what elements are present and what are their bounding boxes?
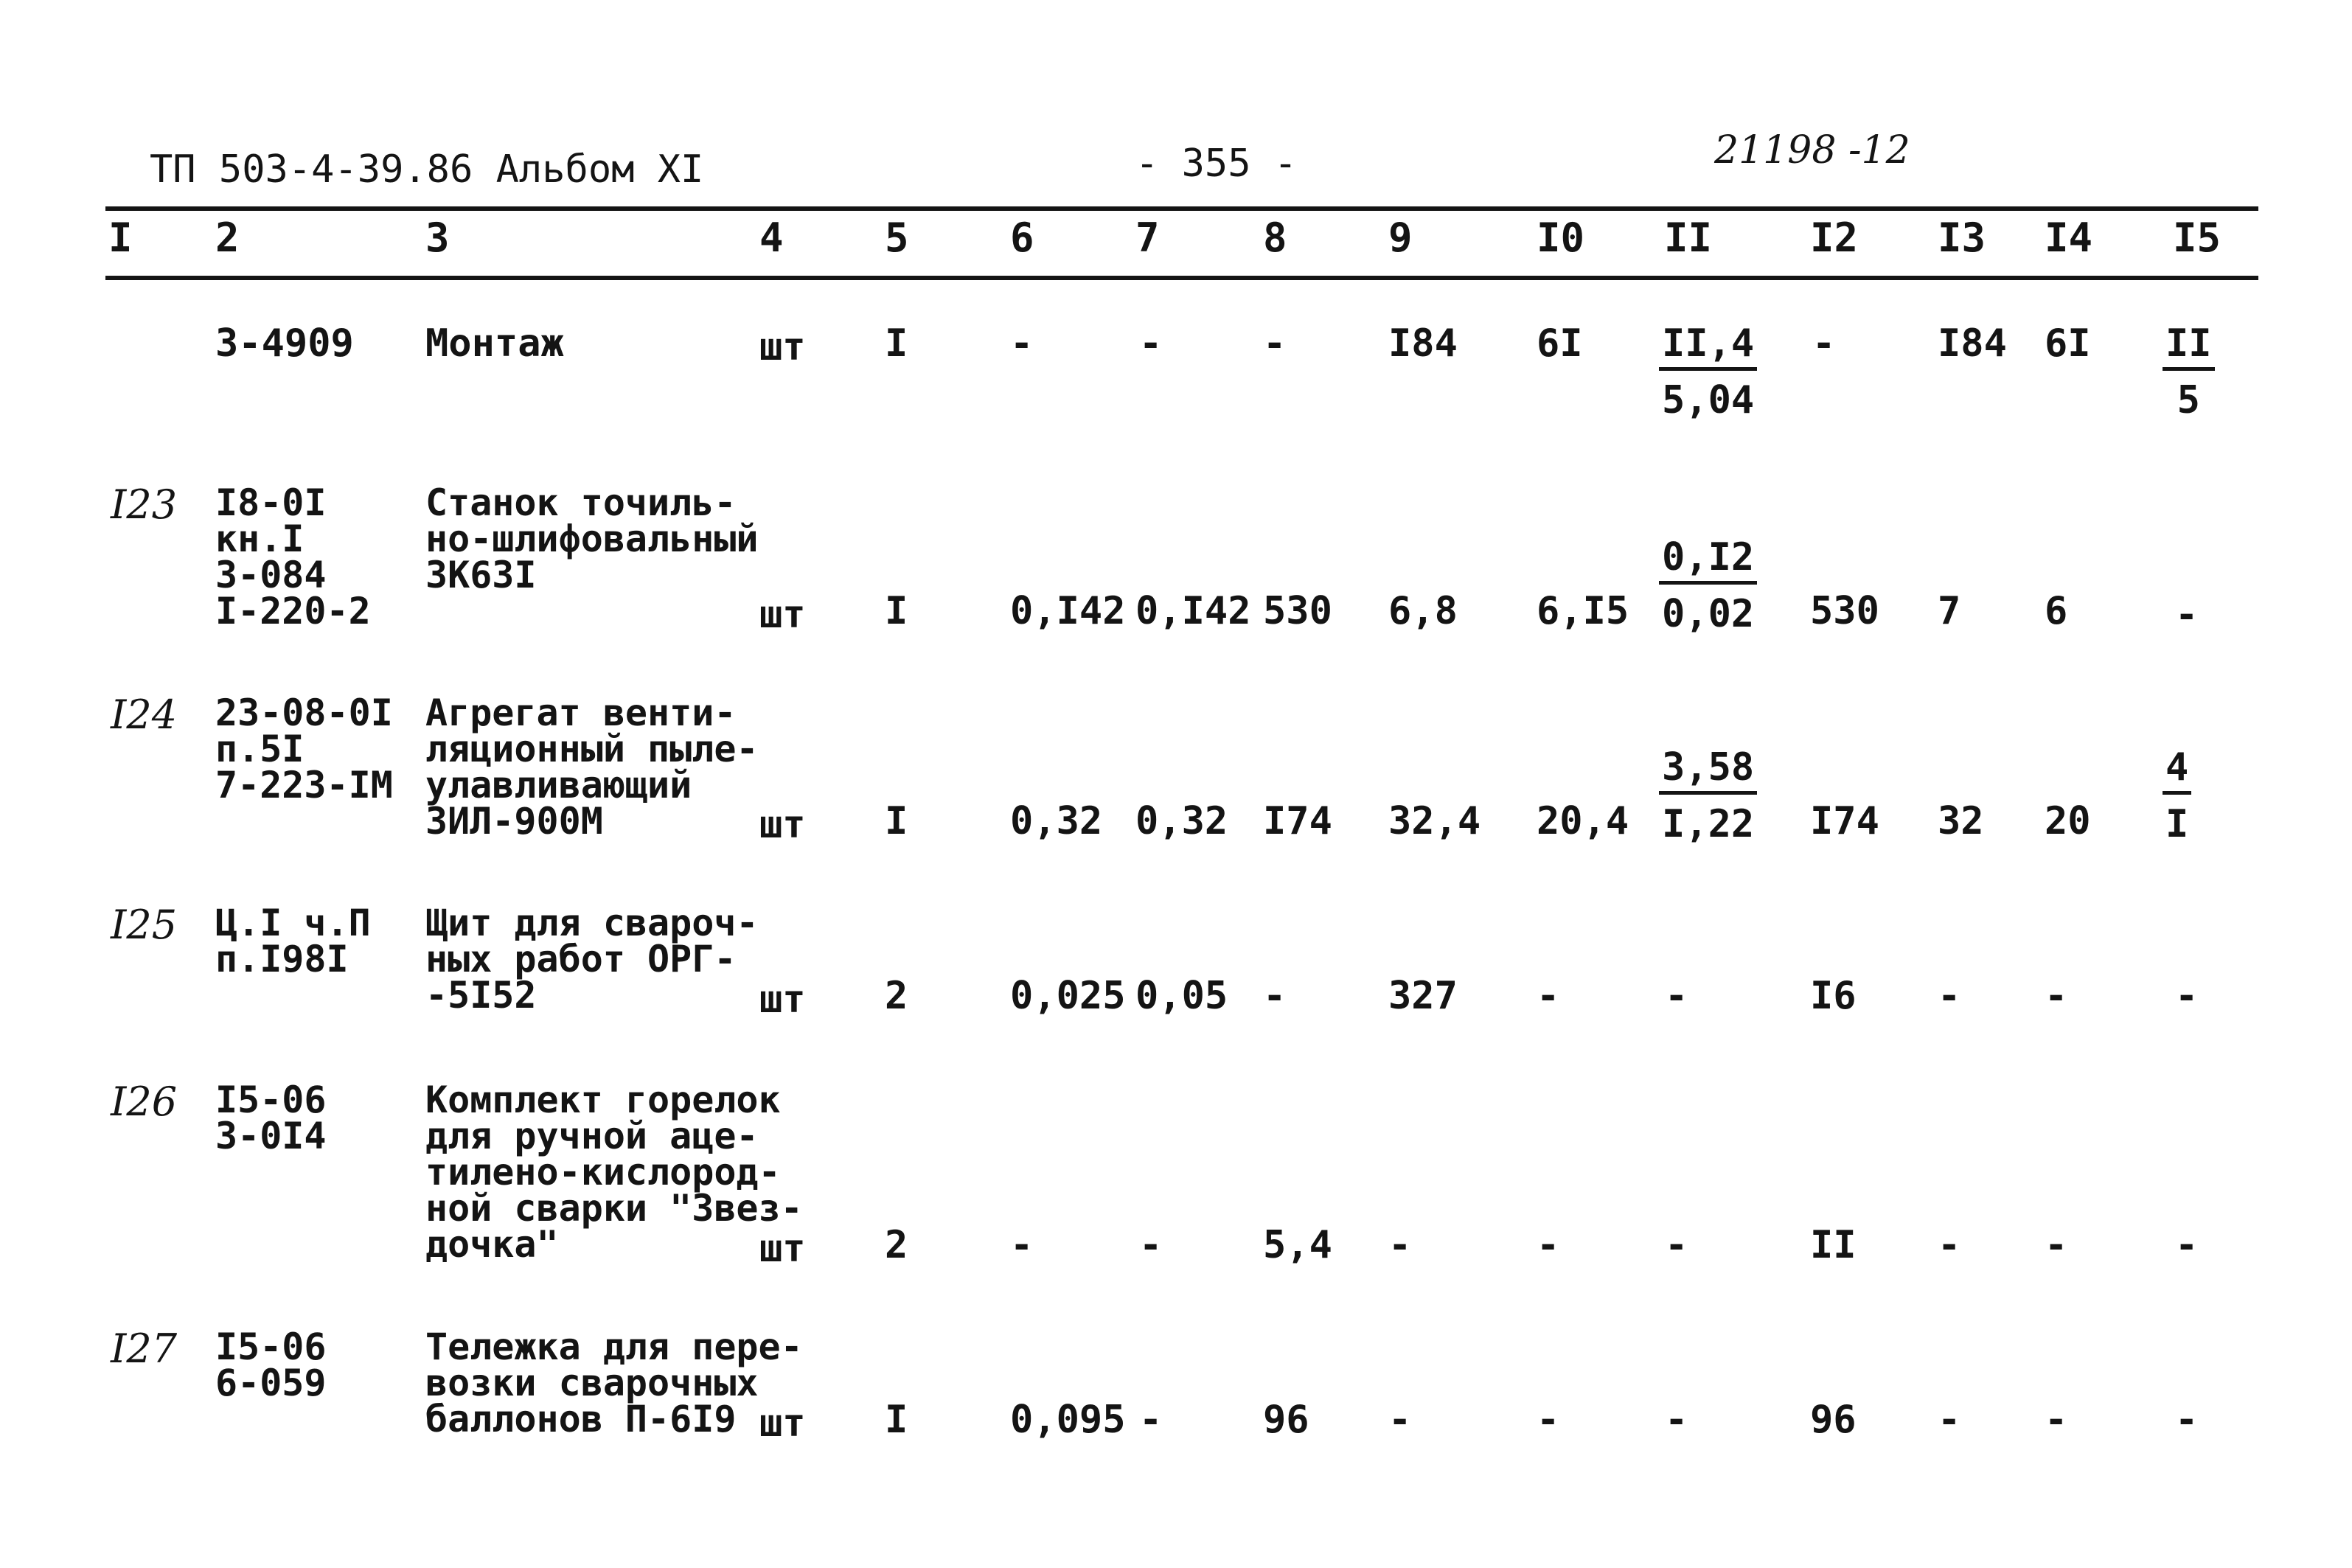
cell-qty: I	[885, 589, 908, 633]
cell-col13: -	[1938, 1398, 1961, 1442]
cell-col8: 5,4	[1263, 1223, 1332, 1267]
cell-col15-fraction	[2163, 745, 2191, 846]
column-header: 3	[425, 215, 450, 261]
cell-col9: 32,4	[1388, 799, 1481, 843]
cell-qty: I	[885, 1398, 908, 1442]
row-number: I27	[111, 1325, 178, 1372]
cell-code: Ц.I ч.П п.I98I	[215, 902, 371, 980]
cell-col12: I6	[1810, 974, 1857, 1018]
cell-qty: I	[885, 799, 908, 843]
cell-col7: 0,05	[1135, 974, 1228, 1018]
cell-col12: -	[1812, 321, 1836, 366]
cell-col8: -	[1263, 321, 1287, 366]
cell-col10: -	[1537, 1398, 1560, 1442]
row-number: I25	[111, 902, 178, 948]
cell-unit: шт	[759, 1401, 806, 1446]
fraction-numerator: 4	[2163, 748, 2191, 795]
cell-col7: -	[1139, 1223, 1163, 1267]
cell-col8: 96	[1263, 1398, 1309, 1442]
cell-col14: 6I	[2045, 321, 2091, 366]
cell-col9: 327	[1388, 974, 1458, 1018]
cell-name: Монтаж	[425, 321, 564, 366]
column-header: I5	[2173, 215, 2221, 261]
cell-col11: -	[1665, 974, 1688, 1018]
cell-col8: I74	[1263, 799, 1332, 843]
cell-unit: шт	[759, 1227, 806, 1271]
fraction-numerator: 3,58	[1659, 748, 1757, 795]
cell-col6: 0,I42	[1010, 589, 1126, 633]
cell-col13: -	[1938, 974, 1961, 1018]
handwritten-reference: 21198 -12	[1714, 128, 1910, 173]
cell-col13: 7	[1938, 589, 1961, 633]
cell-col9: I84	[1388, 321, 1458, 366]
row-number: I23	[111, 481, 178, 528]
cell-col14: -	[2045, 1398, 2068, 1442]
cell-code: I5-06 3-0I4	[215, 1079, 327, 1157]
cell-col6: 0,025	[1010, 974, 1126, 1018]
cell-col15: -	[2175, 593, 2199, 637]
cell-name: Щит для свароч- ных работ ОРГ- -5I52	[425, 902, 759, 1017]
cell-col6: -	[1010, 321, 1034, 366]
cell-col11-fraction	[1659, 745, 1757, 846]
column-header: 6	[1010, 215, 1034, 261]
cell-col6: 0,095	[1010, 1398, 1126, 1442]
cell-col14: 20	[2045, 799, 2091, 843]
cell-col9: 6,8	[1388, 589, 1458, 633]
cell-col7: 0,32	[1135, 799, 1228, 843]
fraction-denominator: I,22	[1662, 802, 1755, 846]
cell-unit: шт	[759, 325, 806, 369]
cell-col15: -	[2175, 1223, 2199, 1267]
row-number: I26	[111, 1079, 178, 1125]
cell-col11: -	[1665, 1223, 1688, 1267]
cell-name: Станок точиль- но-шлифовальный 3К63I	[425, 481, 759, 596]
cell-col6: -	[1010, 1223, 1034, 1267]
page-number: - 355 -	[1135, 142, 1298, 186]
fraction-numerator: II	[2163, 324, 2215, 371]
cell-name: Агрегат венти- ляционный пыле- улавливающий ЗИЛ-900М	[425, 691, 759, 843]
cell-code: I5-06 6-059	[215, 1325, 327, 1404]
column-header: I0	[1537, 215, 1585, 261]
cell-col15: -	[2175, 1398, 2199, 1442]
cell-col15-fraction	[2163, 321, 2215, 422]
cell-col10: 6,I5	[1537, 589, 1629, 633]
cell-col8: 530	[1263, 589, 1332, 633]
column-header: 5	[885, 215, 909, 261]
column-header: I2	[1810, 215, 1859, 261]
column-header: 2	[215, 215, 240, 261]
cell-qty: 2	[885, 1223, 908, 1267]
cell-col13: 32	[1938, 799, 1984, 843]
cell-col10: 6I	[1537, 321, 1583, 366]
cell-col10: 20,4	[1537, 799, 1629, 843]
cell-code: 3-4909	[215, 321, 354, 366]
column-header: 4	[759, 215, 784, 261]
fraction-denominator: 5	[2177, 378, 2200, 422]
cell-col7: -	[1139, 1398, 1163, 1442]
cell-qty: 2	[885, 974, 908, 1018]
cell-name: Тележка для пере- возки сварочных баллонов П-6I9	[425, 1325, 803, 1440]
cell-col11: -	[1665, 1398, 1688, 1442]
cell-col14: -	[2045, 1223, 2068, 1267]
cell-col12: 530	[1810, 589, 1879, 633]
cell-col12: 96	[1810, 1398, 1857, 1442]
cell-col14: 6	[2045, 589, 2068, 633]
cell-col12: I74	[1810, 799, 1879, 843]
fraction-denominator: I	[2165, 802, 2189, 846]
cell-col15: -	[2175, 974, 2199, 1018]
cell-col11-fraction	[1659, 321, 1757, 422]
cell-col11-fraction	[1659, 535, 1757, 636]
column-header: I3	[1938, 215, 1986, 261]
column-header: I4	[2045, 215, 2093, 261]
cell-col6: 0,32	[1010, 799, 1103, 843]
column-header: II	[1664, 215, 1713, 261]
cell-col10: -	[1537, 974, 1560, 1018]
cell-col8: -	[1263, 974, 1287, 1018]
cell-code: 23-08-0I п.5I 7-223-IМ	[215, 691, 393, 806]
column-header: 7	[1135, 215, 1160, 261]
cell-col10: -	[1537, 1223, 1560, 1267]
fraction-denominator: 0,02	[1662, 592, 1755, 636]
cell-unit: шт	[759, 593, 806, 637]
cell-col7: 0,I42	[1135, 589, 1251, 633]
cell-col13: -	[1938, 1223, 1961, 1267]
cell-col9: -	[1388, 1223, 1412, 1267]
cell-name: Комплект горелок для ручной аце- тилено-кислород- ной сварки "Звез- дочка"	[425, 1079, 803, 1266]
cell-col9: -	[1388, 1398, 1412, 1442]
fraction-numerator: II,4	[1659, 324, 1757, 371]
cell-col12: II	[1810, 1223, 1857, 1267]
cell-unit: шт	[759, 978, 806, 1022]
fraction-denominator: 5,04	[1662, 378, 1755, 422]
fraction-numerator: 0,I2	[1659, 538, 1757, 585]
document-code: ТП 503-4-39.86 Альбом XI	[150, 147, 704, 192]
cell-unit: шт	[759, 803, 806, 847]
column-header: 8	[1263, 215, 1287, 261]
cell-col7: -	[1139, 321, 1163, 366]
column-header: 9	[1388, 215, 1413, 261]
row-number: I24	[111, 691, 178, 738]
cell-col14: -	[2045, 974, 2068, 1018]
cell-code: I8-0I кн.I 3-084 I-220-2	[215, 481, 371, 633]
column-header: I	[108, 215, 133, 261]
cell-qty: I	[885, 321, 908, 366]
cell-col13: I84	[1938, 321, 2007, 366]
top-rule	[105, 206, 2258, 211]
column-header-rule	[105, 276, 2258, 280]
